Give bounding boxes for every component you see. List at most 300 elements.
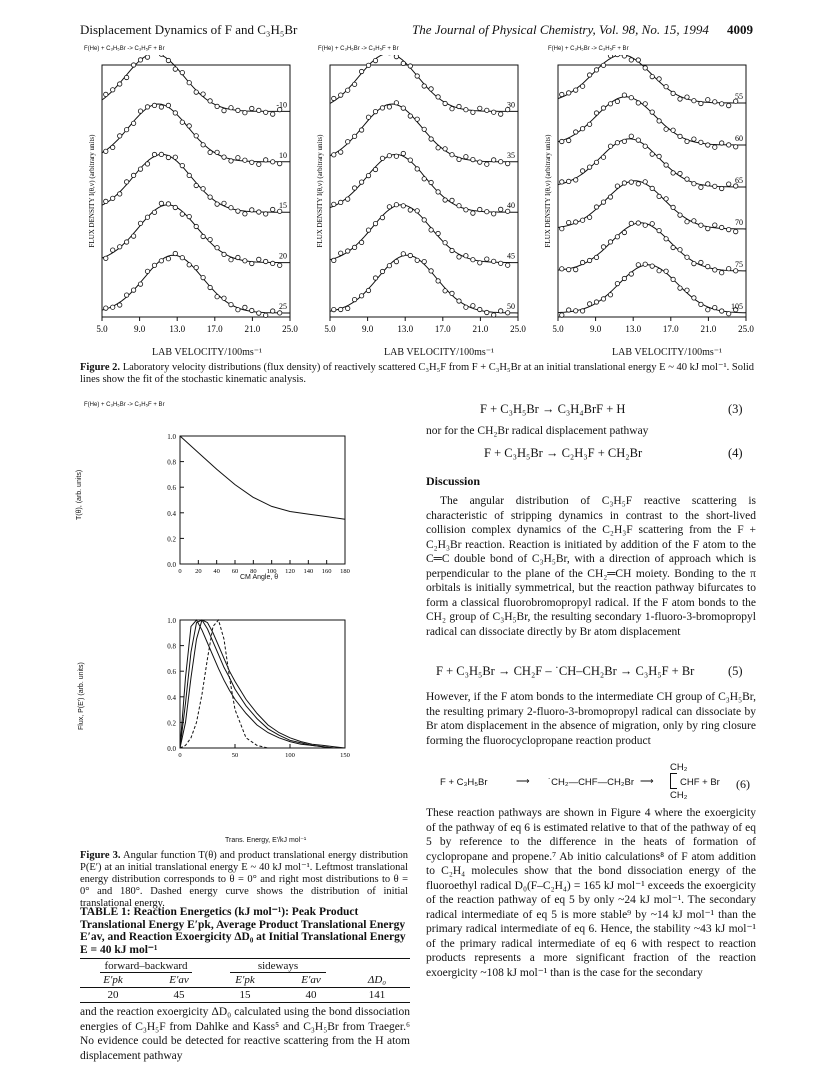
fig2-data-point (159, 152, 163, 156)
fig2-data-point (166, 257, 170, 261)
fig2-data-point (346, 306, 350, 310)
fig2-data-point (401, 106, 405, 110)
eq6-arrow-1: ⟶ (516, 776, 530, 787)
fig2-data-point (450, 198, 454, 202)
fig2-data-point (339, 307, 343, 311)
fig2-data-point (713, 223, 717, 227)
fig2-data-point (243, 305, 247, 309)
fig2-data-point (415, 74, 419, 78)
fig2-data-point (643, 102, 647, 106)
fig2-data-point (574, 267, 578, 271)
fig2-data-point (727, 227, 731, 231)
fig3-bottom-series-line (180, 620, 345, 748)
fig2-data-point (366, 173, 370, 177)
fig2-data-point (339, 93, 343, 97)
fig2-data-point (422, 84, 426, 88)
fig2-data-point (408, 158, 412, 162)
fig2-data-point (499, 309, 503, 313)
fig2-data-point (492, 313, 496, 317)
fig2-data-point (187, 263, 191, 267)
fig2-fit-curve (102, 255, 290, 313)
fig2-data-point (622, 93, 626, 97)
fig2-xtick-label: 17.0 (206, 324, 223, 334)
fig2-data-point (271, 309, 275, 313)
fig2-data-point (594, 68, 598, 72)
fig2-data-point (664, 237, 668, 241)
fig2-data-point (664, 85, 668, 89)
fig2-data-point (457, 204, 461, 208)
fig2-caption-text: Laboratory velocity distributions (flux density) of reactively scattered C₃H₅F from F + C₃H₅Br at an initial translational energy E ~ 40 kJ mol⁻¹. Solid lines show the fit of the stochastic kinematic analysis. (80, 362, 755, 385)
fig2-data-point (373, 167, 377, 171)
fig2-data-point (464, 305, 468, 309)
fig2-data-point (685, 255, 689, 259)
table1-cell: 45 (173, 989, 185, 1001)
fig2-angle-label: 15 (279, 201, 287, 211)
fig3-top-ytick-label: 0.8 (167, 458, 176, 467)
fig2-xlabel-2: LAB VELOCITY/100ms⁻¹ (384, 347, 495, 358)
fig2-angle-label: 30 (507, 100, 515, 110)
fig2-data-point (339, 200, 343, 204)
fig2-data-point (380, 269, 384, 273)
fig2-data-point (359, 128, 363, 132)
fig2-data-point (636, 58, 640, 62)
fig2-data-point (250, 160, 254, 164)
fig2-fit-curve (102, 55, 290, 111)
fig2-data-point (352, 245, 356, 249)
fig2-data-point (264, 158, 268, 162)
fig3-top-xtick-label: 80 (250, 568, 257, 575)
fig2-data-point (567, 220, 571, 224)
fig2-data-point (236, 308, 240, 312)
fig2-data-point (208, 237, 212, 241)
table1-col-5: ΔD₀ (367, 974, 387, 986)
fig2-data-point (443, 147, 447, 151)
fig2-data-point (208, 285, 212, 289)
fig2-data-point (692, 296, 696, 300)
fig2-data-point (111, 248, 115, 252)
fig2-data-point (159, 201, 163, 205)
fig2-data-point (166, 103, 170, 107)
fig2-data-point (587, 165, 591, 169)
running-header-journal: The Journal of Physical Chemistry, Vol. 98, No. 15, 1994 (412, 22, 709, 37)
fig3-bottom-ytick-label: 0.4 (167, 693, 176, 702)
fig2-data-point (138, 167, 142, 171)
fig2-data-point (594, 205, 598, 209)
running-header-left: Displacement Dynamics of F and C₃H₅Br (80, 22, 298, 37)
fig2-data-point (264, 110, 268, 114)
fig2-ylabel: FLUX DENSITY I(θ,v) (arbitrary units) (88, 134, 96, 248)
table1-col-4: E′av (301, 974, 321, 986)
fig3-top-xtick-label: 20 (195, 568, 202, 575)
fig2-data-point (664, 269, 668, 273)
fig2-data-point (243, 259, 247, 263)
fig2-data-point (394, 203, 398, 207)
fig2-data-point (678, 213, 682, 217)
fig2-data-point (173, 67, 177, 71)
fig2-xtick-label: 13.0 (397, 324, 414, 334)
fig2-data-point (720, 225, 724, 229)
fig2-data-point (257, 311, 261, 315)
fig2-data-point (111, 196, 115, 200)
fig3-top-xtick-label: 180 (340, 568, 350, 575)
fig2-data-point (699, 140, 703, 144)
fig2-data-point (608, 195, 612, 199)
fig3-top-xtick-label: 140 (303, 568, 314, 575)
fig2-data-point (366, 63, 370, 67)
fig2-data-point (492, 259, 496, 263)
fig2-data-point (124, 75, 128, 79)
fig2-angle-label: 45 (507, 251, 515, 261)
fig2-data-point (471, 258, 475, 262)
fig2-xtick-label: 17.0 (662, 324, 679, 334)
fig2-data-point (506, 263, 510, 267)
fig2-data-point (394, 259, 398, 263)
fig2-data-point (713, 268, 717, 272)
fig2-data-point (145, 215, 149, 219)
fig2-data-point (387, 205, 391, 209)
fig2-data-point (692, 137, 696, 141)
fig2-xtick-label: 25.0 (282, 324, 298, 334)
fig2-data-point (131, 173, 135, 177)
fig2-data-point (699, 101, 703, 105)
fig2-data-point (264, 313, 268, 317)
fig2-data-point (332, 96, 336, 100)
fig2-data-point (594, 111, 598, 115)
fig2-data-point (608, 144, 612, 148)
fig2-data-point (671, 277, 675, 281)
fig2-data-point (408, 64, 412, 68)
fig2-data-point (145, 269, 149, 273)
fig2-fit-curve (330, 205, 518, 263)
fig3-caption-label: Figure 3. (80, 850, 121, 861)
fig2-angle-label: 50 (507, 302, 515, 311)
fig2-data-point (278, 311, 282, 315)
fig2-data-point (118, 192, 122, 196)
fig2-data-point (506, 311, 510, 315)
fig3-top-xtick-label: 60 (231, 568, 239, 575)
fig2-angle-label: 70 (735, 218, 743, 227)
fig2-data-point (464, 155, 468, 159)
fig2-data-point (574, 220, 578, 224)
fig2-panel-frame (102, 65, 290, 317)
fig2-data-point (346, 249, 350, 253)
fig2-data-point (450, 248, 454, 252)
fig2-data-point (560, 267, 564, 271)
fig2-data-point (271, 112, 275, 116)
fig2-data-point (201, 143, 205, 147)
fig2-data-point (636, 182, 640, 186)
fig2-data-point (215, 295, 219, 299)
fig2-xtick-label: 5.0 (324, 324, 336, 334)
figure-3-caption (80, 850, 408, 910)
fig2-data-point (478, 261, 482, 265)
fig2-data-point (194, 224, 198, 228)
fig2-data-point (236, 156, 240, 160)
fig2-data-point (657, 77, 661, 81)
fig2-data-point (567, 267, 571, 271)
equation-5: F + C₃H₅Br → CH₂F – ˙CH–CH₂Br → C₃H₅F + Br (436, 664, 695, 678)
fig2-data-point (215, 104, 219, 108)
fig2-data-point (636, 263, 640, 267)
fig2-data-point (229, 159, 233, 163)
fig2-data-point (222, 201, 226, 205)
fig2-data-point (443, 241, 447, 245)
fig2-data-point (560, 139, 564, 143)
fig2-data-point (629, 134, 633, 138)
fig2-data-point (574, 309, 578, 313)
fig2-data-point (415, 258, 419, 262)
fig2-data-point (332, 153, 336, 157)
fig2-data-point (104, 256, 108, 260)
fig2-data-point (464, 254, 468, 258)
fig2-data-point (229, 106, 233, 110)
fig2-data-point (574, 130, 578, 134)
fig2-data-point (271, 160, 275, 164)
fig2-angle-label: 40 (507, 201, 515, 211)
equation-6-number: (6) (736, 777, 750, 791)
fig2-data-point (450, 107, 454, 111)
fig2-data-point (678, 248, 682, 252)
fig2-data-point (587, 73, 591, 77)
fig2-data-point (152, 263, 156, 267)
fig2-data-point (601, 155, 605, 159)
fig2-data-point (394, 154, 398, 158)
fig2-data-point (124, 293, 128, 297)
fig2-data-point (608, 240, 612, 244)
fig2-data-point (222, 108, 226, 112)
fig2-xtick-label: 5.0 (552, 324, 564, 334)
fig2-data-point (574, 178, 578, 182)
fig2-data-point (394, 55, 398, 59)
fig2-data-point (201, 187, 205, 191)
fig2-data-point (643, 223, 647, 227)
fig3-top-series-line (180, 436, 345, 519)
fig2-data-point (138, 109, 142, 113)
fig2-panel3-title: F(He) + C₃H₅Br -> C₃H₅F + Br (548, 46, 629, 52)
fig2-angle-label: 25 (279, 302, 287, 311)
fig2-data-point (138, 282, 142, 286)
fig2-data-point (173, 155, 177, 159)
fig2-data-point (485, 210, 489, 214)
fig3-top-xlabel: CM Angle, θ (240, 574, 279, 581)
fig2-data-point (387, 154, 391, 158)
fig2-data-point (608, 102, 612, 106)
fig2-data-point (657, 228, 661, 232)
fig2-xtick-label: 13.0 (625, 324, 642, 334)
fig2-data-point (257, 162, 261, 166)
fig2-data-point (278, 161, 282, 165)
fig2-data-point (720, 141, 724, 145)
eq6-ring-top: CH₂ (670, 762, 688, 773)
fig2-data-point (138, 221, 142, 225)
fig2-data-point (720, 102, 724, 106)
fig2-data-point (278, 263, 282, 267)
fig2-data-point (485, 257, 489, 261)
fig2-data-point (201, 92, 205, 96)
fig2-data-point (450, 153, 454, 157)
fig2-data-point (587, 258, 591, 262)
fig2-data-point (387, 105, 391, 109)
fig2-data-point (594, 255, 598, 259)
fig2-fit-curve (330, 154, 518, 212)
fig2-data-point (629, 58, 633, 62)
fig2-data-point (601, 297, 605, 301)
fig2-fit-curve (558, 97, 746, 145)
fig2-data-point (415, 167, 419, 171)
fig2-data-point (436, 146, 440, 150)
fig2-data-point (152, 152, 156, 156)
fig2-data-point (567, 138, 571, 142)
fig2-data-point (478, 207, 482, 211)
fig2-data-point (678, 286, 682, 290)
fig3-top-ytick-label: 0.0 (167, 561, 176, 569)
paragraph-1: nor for the CH₂Br radical displacement pathway (426, 425, 649, 437)
fig2-data-point (492, 212, 496, 216)
fig2-data-point (243, 111, 247, 115)
fig2-data-point (215, 202, 219, 206)
fig2-data-point (720, 309, 724, 313)
fig2-data-point (104, 92, 108, 96)
fig2-data-point (478, 160, 482, 164)
fig2-data-point (692, 182, 696, 186)
eq6-ring-bracket (670, 773, 677, 789)
paragraph-3: However, if the F atom bonds to the intermediate CH group of C₃H₅Br, the resulting primary 2-fluoro-3-bromopropyl radical can dissociate by Br atom displacement in the absence of migration, only by ring closure forming the fluorocyclopropane reaction product (426, 691, 756, 747)
fig2-data-point (664, 197, 668, 201)
equation-4-number: (4) (728, 446, 743, 460)
fig2-data-point (650, 110, 654, 114)
fig2-xtick-label: 21.0 (244, 324, 261, 334)
fig2-data-point (471, 110, 475, 114)
fig2-data-point (118, 245, 122, 249)
fig2-data-point (457, 157, 461, 161)
fig2-data-point (594, 160, 598, 164)
fig2-data-point (250, 308, 254, 312)
fig2-data-point (492, 110, 496, 114)
fig2-data-point (506, 161, 510, 165)
fig2-xlabel-1: LAB VELOCITY/100ms⁻¹ (152, 347, 263, 358)
fig2-xtick-label: 25.0 (510, 324, 526, 334)
fig2-data-point (699, 185, 703, 189)
fig2-data-point (250, 261, 254, 265)
fig2-panel2-title: F(He) + C₃H₅Br -> C₃H₅F + Br (318, 46, 399, 52)
fig2-data-point (615, 141, 619, 145)
fig2-data-point (734, 269, 738, 273)
fig3-bottom-ytick-label: 0.2 (167, 719, 176, 728)
fig2-data-point (173, 111, 177, 115)
fig2-data-point (457, 104, 461, 108)
fig2-data-point (643, 66, 647, 70)
fig2-data-point (236, 209, 240, 213)
fig3-bottom-xtick-label: 150 (340, 752, 350, 759)
fig2-data-point (615, 99, 619, 103)
fig2-data-point (208, 150, 212, 154)
fig2-xtick-label: 21.0 (700, 324, 717, 334)
fig2-data-point (422, 127, 426, 131)
fig2-xtick-label: 5.0 (96, 324, 108, 334)
fig2-data-point (727, 103, 731, 107)
fig2-data-point (657, 119, 661, 123)
fig2-ylabel: FLUX DENSITY I(θ,v) (arbitrary units) (316, 134, 324, 248)
fig2-data-point (706, 98, 710, 102)
fig2-data-point (478, 307, 482, 311)
fig2-data-point (692, 261, 696, 265)
fig2-data-point (373, 221, 377, 225)
fig2-data-point (443, 198, 447, 202)
fig2-data-point (727, 312, 731, 316)
fig2-data-point (429, 87, 433, 91)
fig2-angle-label: 20 (279, 251, 287, 261)
fig2-data-point (436, 95, 440, 99)
fig2-data-point (271, 207, 275, 211)
fig3-top-ytick-label: 0.4 (167, 509, 176, 518)
fig2-data-point (601, 245, 605, 249)
eq6-arrow-2: ⟶ (640, 776, 654, 787)
fig2-data-point (131, 63, 135, 67)
fig2-data-point (560, 180, 564, 184)
fig2-data-point (594, 300, 598, 304)
fig2-data-point (685, 177, 689, 181)
fig2-data-point (485, 310, 489, 314)
fig2-data-point (401, 252, 405, 256)
fig2-xtick-label: 17.0 (434, 324, 451, 334)
fig2-data-point (159, 259, 163, 263)
fig2-data-point (678, 171, 682, 175)
fig2-data-point (443, 289, 447, 293)
fig2-data-point (601, 200, 605, 204)
fig2-data-point (159, 55, 163, 56)
fig2-data-point (104, 149, 108, 153)
fig2-data-point (464, 208, 468, 212)
fig3-top-xtick-label: 120 (285, 568, 295, 575)
fig2-data-point (380, 156, 384, 160)
fig2-data-point (499, 160, 503, 164)
equation-6 (440, 760, 760, 804)
equation-4: F + C₃H₅Br → C₂H₃F + CH₂Br (484, 446, 643, 460)
fig2-data-point (271, 261, 275, 265)
fig2-data-point (387, 264, 391, 268)
fig2-data-point (580, 169, 584, 173)
fig2-data-point (124, 180, 128, 184)
fig2-data-point (366, 288, 370, 292)
fig2-data-point (180, 163, 184, 167)
fig2-data-point (131, 121, 135, 125)
fig2-data-point (180, 120, 184, 124)
fig2-data-point (401, 204, 405, 208)
fig2-data-point (720, 271, 724, 275)
fig2-data-point (478, 106, 482, 110)
fig2-data-point (580, 84, 584, 88)
table1-cell: 15 (239, 989, 251, 1001)
eq6-products: CHF + Br (680, 777, 720, 788)
table1-col-2: E′av (169, 974, 189, 986)
paragraph-2: The angular distribution of C₃H₅F reactive scattering is characteristic of stripping dynamics in contrast to the short-lived collision complex dynamics of the C₂H₃F scattering from the F + C₂H₃Br reaction. Reaction is initiated by addition of the F atom to the C═C double bond of C₃H₅Br, with a direction of approach which is perpendicular to the plane of the CH₂═CH moiety. Bonding to the π orbitals is initially symmetrical, but the reaction pathway bifurcates to form a classical fluorobromopropyl radical. If the F atom bonds to the CH₂ group of C₃H₅Br, the resulting secondary 1-fluoro-3-bromopropyl radical can dissociate directly by Br atom displacement (426, 495, 756, 638)
fig2-data-point (657, 194, 661, 198)
fig2-data-point (373, 109, 377, 113)
fig2-data-point (560, 92, 564, 96)
discussion-heading: Discussion (426, 474, 481, 488)
fig2-data-point (222, 296, 226, 300)
fig2-data-point (643, 144, 647, 148)
fig2-data-point (194, 183, 198, 187)
fig2-data-point (166, 58, 170, 62)
fig2-data-point (236, 255, 240, 259)
page-number: 4009 (727, 22, 753, 37)
fig3-bottom-ytick-label: 0.6 (167, 668, 176, 677)
fig2-data-point (111, 305, 115, 309)
fig2-data-point (173, 205, 177, 209)
fig2-data-point (215, 246, 219, 250)
fig2-data-point (580, 127, 584, 131)
